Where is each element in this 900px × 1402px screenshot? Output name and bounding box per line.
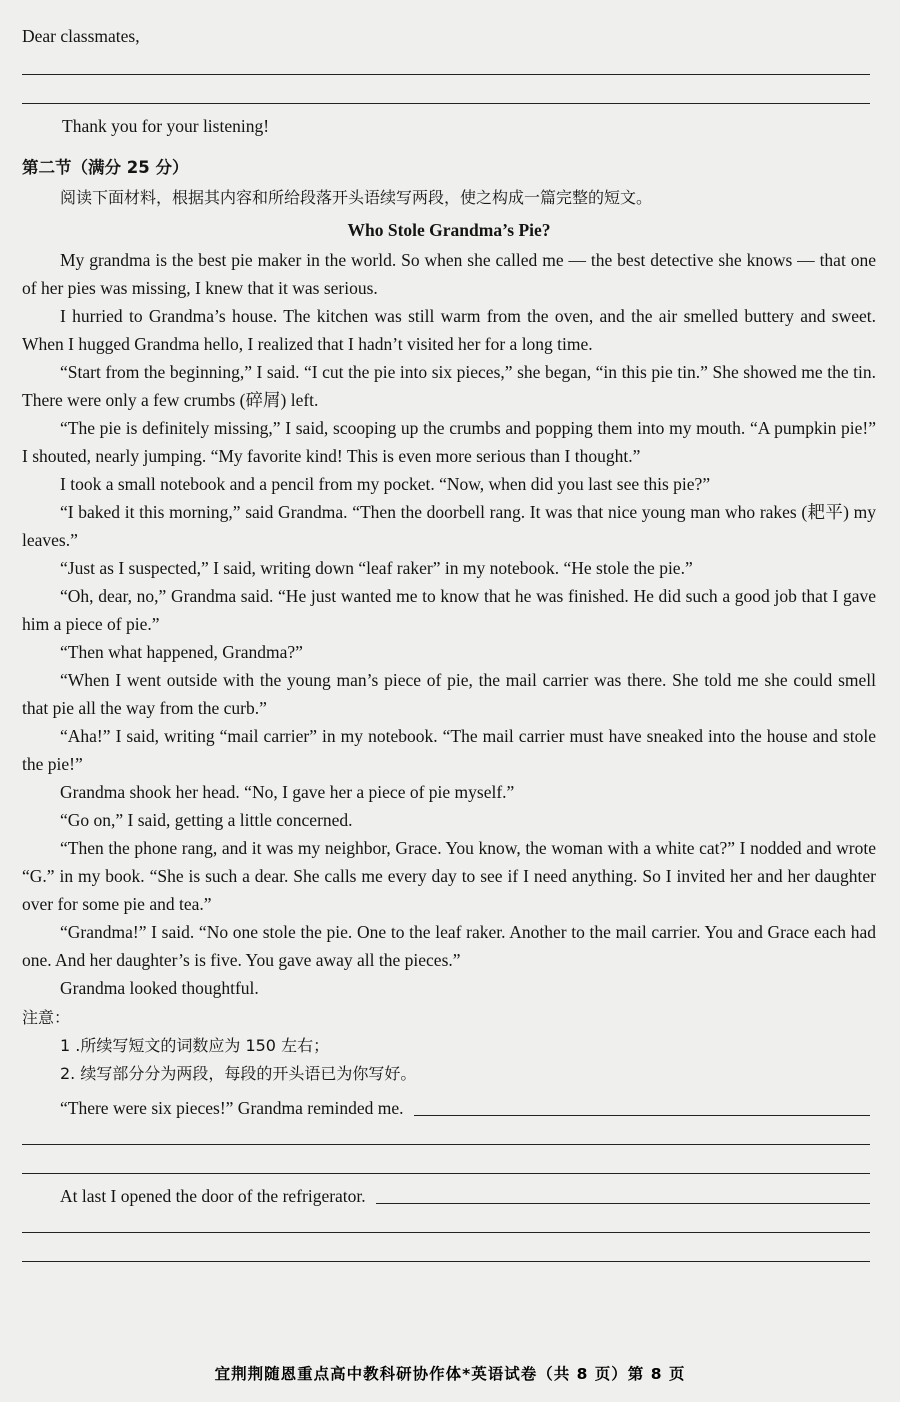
story-paragraph: “Start from the beginning,” I said. “I cut the pie into six pieces,” she began, “in this pie tin.” She showed me the tin. There were only a few crumbs (碎屑) left. xyxy=(22,362,876,410)
answer-line xyxy=(22,1144,870,1145)
notes-title: 注意： xyxy=(22,1008,71,1027)
continuation-prompt-2 xyxy=(60,1180,876,1210)
story-paragraph: I took a small notebook and a pencil from my pocket. “Now, when did you last see this pie?” xyxy=(60,474,711,494)
story-paragraph: “Just as I suspected,” I said, writing down “leaf raker” in my notebook. “He stole the pie.” xyxy=(60,558,693,578)
prompt-text: “There were six pieces!” Grandma reminded me. xyxy=(60,1098,404,1118)
prompt-text: At last I opened the door of the refrigerator. xyxy=(60,1186,366,1206)
story-body xyxy=(22,246,876,1002)
writing-line xyxy=(22,74,870,75)
answer-line xyxy=(414,1115,870,1116)
answer-line xyxy=(376,1203,870,1204)
section-instruction: 阅读下面材料，根据其内容和所给段落开头语续写两段，使之构成一篇完整的短文。 xyxy=(60,188,653,207)
story-paragraph: “Go on,” I said, getting a little concerned. xyxy=(60,810,353,830)
story-title: Who Stole Grandma’s Pie? xyxy=(347,220,551,240)
answer-line xyxy=(22,1261,870,1262)
story-paragraph: “I baked it this morning,” said Grandma. “Then the doorbell rang. It was that nice young man who rakes (耙平) my leaves.” xyxy=(22,502,876,550)
story-paragraph: “Grandma!” I said. “No one stole the pie. One to the leaf raker. Another to the mail carrier. You and Grace each had one. And her daughter’s is five. You gave away all the pieces.” xyxy=(22,922,876,970)
page-footer: 宜荆荆随恩重点高中教科研协作体*英语试卷（共 8 页）第 8 页 xyxy=(214,1365,686,1383)
story-paragraph: “Aha!” I said, writing “mail carrier” in my notebook. “The mail carrier must have sneaked into the house and stole the pie!” xyxy=(22,726,876,774)
answer-line xyxy=(22,1173,870,1174)
story-paragraph: “Oh, dear, no,” Grandma said. “He just wanted me to know that he was finished. He did such a good job that I gave him a piece of pie.” xyxy=(22,586,876,634)
story-paragraph: “Then the phone rang, and it was my neighbor, Grace. You know, the woman with a white cat?” I nodded and wrote “G.” in my book. “She is such a dear. She calls me every day to see if I need anything. So I invited her and her daughter over for some pie and tea.” xyxy=(22,838,876,914)
answer-line xyxy=(22,1232,870,1233)
story-paragraph: “When I went outside with the young man’s piece of pie, the mail carrier was there. She told me she could smell that pie all the way from the curb.” xyxy=(22,670,876,718)
story-paragraph: Grandma shook her head. “No, I gave her a piece of pie myself.” xyxy=(60,782,515,802)
continuation-prompt-1 xyxy=(60,1092,876,1122)
story-paragraph: Grandma looked thoughtful. xyxy=(60,978,259,998)
note-item: 2. 续写部分分为两段，每段的开头语已为你写好。 xyxy=(60,1064,417,1083)
story-paragraph: I hurried to Grandma’s house. The kitchen was still warm from the oven, and the air smelled buttery and sweet. When I hugged Grandma hello, I realized that I hadn’t visited her for a long time. xyxy=(22,306,876,354)
story-paragraph: “The pie is definitely missing,” I said, scooping up the crumbs and popping them into my mouth. “A pumpkin pie!” I shouted, nearly jumping. “My favorite kind! This is even more serious than I thought.” xyxy=(22,418,876,466)
writing-line xyxy=(22,103,870,104)
story-paragraph: My grandma is the best pie maker in the world. So when she called me — the best detective she knows — that one of her pies was missing, I knew that it was serious. xyxy=(22,250,876,298)
letter-salutation: Dear classmates, xyxy=(22,26,140,46)
story-paragraph: “Then what happened, Grandma?” xyxy=(60,642,303,662)
note-item: 1 .所续写短文的词数应为 150 左右； xyxy=(60,1036,330,1055)
letter-closing: Thank you for your listening! xyxy=(62,116,270,136)
section-title: 第二节（满分 25 分） xyxy=(22,158,189,177)
